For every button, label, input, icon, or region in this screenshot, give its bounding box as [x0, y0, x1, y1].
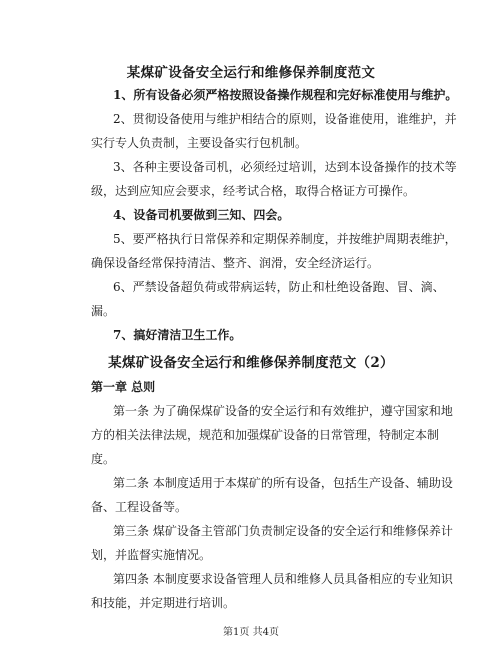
item-7-text: 7、搞好清洁卫生工作。: [113, 328, 242, 342]
article-1-line-3: 度。: [91, 452, 116, 466]
chapter-heading: 第一章 总则: [91, 380, 156, 394]
page-footer: 第1页 共4页: [223, 627, 279, 638]
article-1-line-1: 第一条 为了确保煤矿设备的安全运行和有效维护，遵守国家和地: [113, 404, 453, 418]
article-4-line-2: 和技能，并定期进行培训。: [91, 596, 236, 610]
item-1-text: 1、所有设备必须严格按照设备操作规程和完好标准使用与维护。: [113, 88, 458, 102]
item-4-text: 4、设备司机要做到三知、四会。: [113, 208, 290, 222]
item-2-line-2: 实行专人负责制，主要设备实行包机制。: [91, 136, 308, 150]
item-3-line-1: 3、各种主要设备司机，必须经过培训，达到本设备操作的技术等: [113, 160, 457, 174]
article-4-line-1: 第四条 本制度要求设备管理人员和维修人员具备相应的专业知识: [113, 572, 453, 586]
article-3-line-1: 第三条 煤矿设备主管部门负责制定设备的安全运行和维修保养计: [113, 524, 453, 538]
item-6-line-1: 6、严禁设备超负荷或带病运转，防止和杜绝设备跑、冒、滴、: [113, 280, 445, 294]
document-title: 某煤矿设备安全运行和维修保养制度范文: [126, 65, 376, 81]
item-3-line-2: 级，达到应知应会要求，经考试合格，取得合格证方可操作。: [91, 184, 416, 198]
item-2-line-1: 2、贯彻设备使用与维护相结合的原则，设备谁使用，谁维护，并: [113, 112, 457, 126]
article-1-line-2: 方的相关法律法规，规范和加强煤矿设备的日常管理，特制定本制: [91, 428, 440, 442]
article-2-line-1: 第二条 本制度适用于本煤矿的所有设备，包括生产设备、辅助设: [113, 476, 453, 490]
item-6-line-2: 漏。: [91, 304, 116, 318]
article-2-line-2: 备、工程设备等。: [91, 500, 188, 514]
item-5-line-1: 5、要严格执行日常保养和定期保养制度，并按维护周期表维护，: [113, 232, 457, 246]
item-5-line-2: 确保设备经常保持清洁、整齐、润滑，安全经济运行。: [91, 256, 380, 270]
article-3-line-2: 划，并监督实施情况。: [91, 548, 212, 562]
section-2-title: 某煤矿设备安全运行和维修保养制度范文（2）: [108, 355, 394, 371]
